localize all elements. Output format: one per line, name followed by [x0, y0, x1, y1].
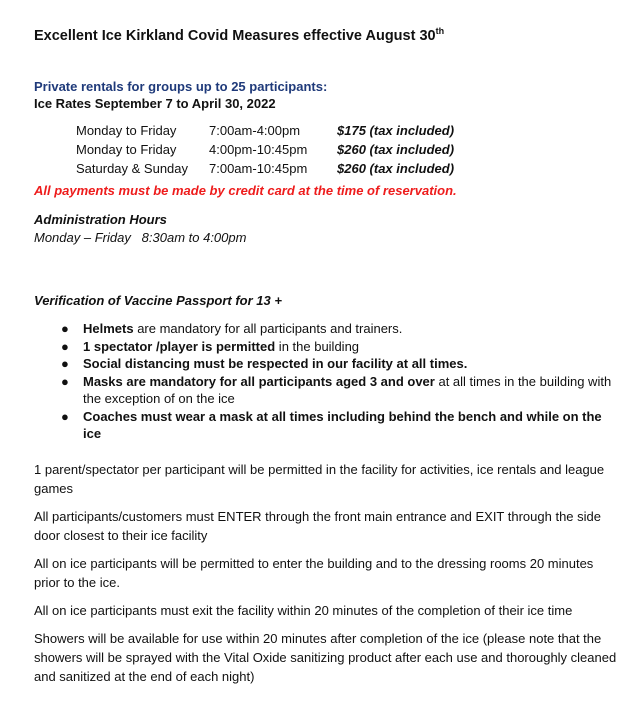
- rate-day: Monday to Friday: [76, 123, 177, 138]
- rate-time: 7:00am-10:45pm: [209, 161, 308, 176]
- list-item: [60, 373, 620, 408]
- rate-time: 7:00am-4:00pm: [209, 123, 301, 138]
- title-text: Excellent Ice Kirkland Covid Measures effective August 30: [34, 28, 436, 44]
- bullet-icon: ●: [61, 356, 69, 371]
- rates-row: [76, 140, 454, 159]
- rates-row: [76, 159, 454, 178]
- rates-table: [76, 121, 454, 178]
- rates-row: [76, 121, 454, 140]
- bullet-icon: ●: [61, 321, 69, 336]
- payment-note: All payments must be made by credit card at the time of reservation.: [34, 183, 457, 198]
- measures-list: [34, 320, 620, 443]
- dressing-room-paragraph: All on ice participants will be permitted to enter the building and to the dressing rooms 20 minutes prior to the ice.: [34, 555, 594, 590]
- rates-heading: Ice Rates September 7 to April 30, 2022: [34, 96, 276, 111]
- vaccine-passport-heading: Verification of Vaccine Passport for 13 +: [34, 293, 282, 308]
- exit-paragraph: All on ice participants must exit the facility within 20 minutes of the completion of their ice time: [34, 602, 573, 618]
- bullet-text: at all times in the building with the exception of on the ice: [83, 373, 612, 406]
- showers-paragraph: Showers will be available for use within 20 minutes after completion of the ice (please note that the showers will be sprayed with the Vital Oxide sanitizing product after each use and thoroughly cleaned and sanitized at the end of each night): [34, 630, 617, 684]
- rate-price: $175 (tax included): [337, 123, 455, 138]
- bullet-bold-text: 1 spectator /player is permitted: [83, 338, 276, 354]
- admin-hours-title: Administration Hours: [34, 212, 167, 227]
- bullet-text: in the building: [275, 338, 360, 354]
- title-superscript: th: [435, 26, 445, 36]
- rate-price: $260 (tax included): [337, 161, 455, 176]
- bullet-icon: ●: [61, 408, 69, 424]
- bullet-icon: ●: [61, 338, 69, 354]
- bullet-bold-text: Social distancing must be respected in our facility at all times.: [83, 356, 468, 371]
- bullet-bold-text: Coaches must wear a mask at all times including behind the bench and while on the ice: [83, 408, 602, 441]
- bullet-text: are mandatory for all participants and trainers.: [133, 321, 403, 336]
- rate-price: $260 (tax included): [337, 142, 455, 157]
- rate-day: Saturday & Sunday: [76, 161, 189, 176]
- rentals-heading: Private rentals for groups up to 25 participants:: [34, 79, 328, 94]
- page-title: [34, 22, 620, 45]
- bullet-bold-text: Helmets: [83, 321, 134, 336]
- rate-time: 4:00pm-10:45pm: [209, 142, 308, 157]
- list-item: [60, 320, 620, 338]
- admin-hours-text: Monday – Friday 8:30am to 4:00pm: [34, 230, 247, 245]
- spectator-paragraph: 1 parent/spectator per participant will be permitted in the facility for activities, ice rentals and league games: [34, 461, 605, 496]
- list-item: [60, 338, 620, 356]
- list-item: [60, 408, 620, 443]
- rate-day: Monday to Friday: [76, 142, 177, 157]
- entrance-paragraph: All participants/customers must ENTER through the front main entrance and EXIT through the side door closest to their ice facility: [34, 508, 601, 543]
- bullet-bold-text: Masks are mandatory for all participants aged 3 and over: [83, 373, 435, 389]
- bullet-icon: ●: [61, 373, 69, 389]
- list-item: [60, 355, 620, 373]
